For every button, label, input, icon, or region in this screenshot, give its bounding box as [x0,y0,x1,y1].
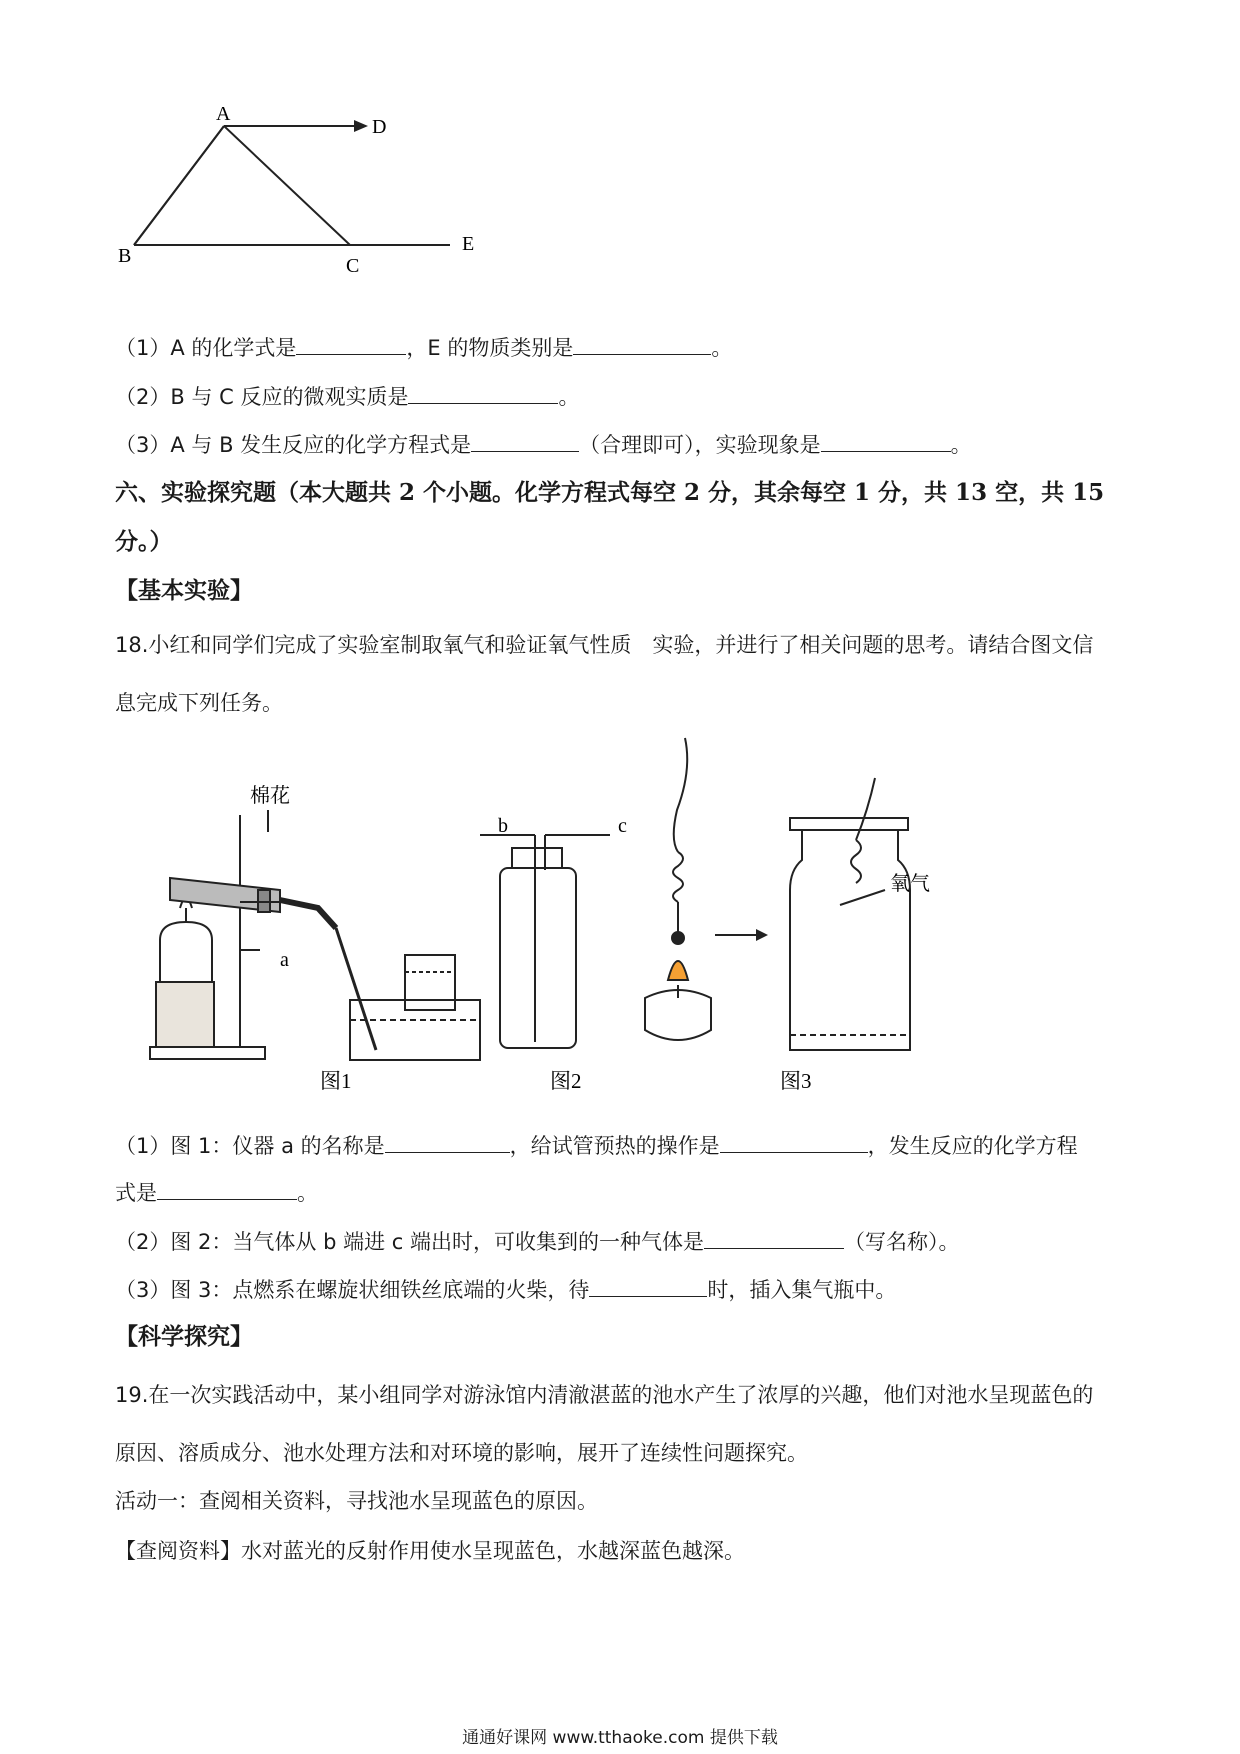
basic-experiment-heading: 【基本实验】 [115,577,253,604]
q18-s1-b: ，给试管预热的操作是 [509,1134,720,1158]
q17-s3-a: （3）A 与 B 发生反应的化学方程式是 [115,433,472,457]
answer-blank[interactable] [704,1226,844,1249]
answer-blank[interactable] [385,1130,510,1153]
section-6-title-line2: 分。） [115,528,173,555]
q17-s3-c: 。 [950,433,972,457]
answer-blank[interactable] [471,429,579,452]
q18-subq-1-cont [115,1177,318,1208]
q18-subq-1 [115,1130,1078,1161]
q17-s1-b: ，E 的物质类别是 [406,336,574,360]
port-b-label: b [498,815,508,837]
q17-s2-b: 。 [558,385,580,409]
figure-3-caption: 图3 [780,1069,812,1093]
section-6-title-line1: 六、实验探究题（本大题共 2 个小题。化学方程式每空 2 分，其余每空 1 分，共 13 空，共 15 [115,479,1105,506]
label-e: E [462,233,475,255]
answer-blank[interactable] [157,1177,297,1200]
q19-reference: 【查阅资料】水对蓝光的反射作用使水呈现蓝色，水越深蓝色越深。 [115,1539,745,1563]
q18-subq-3 [115,1274,896,1305]
page-footer: 通通好课网 www.tthaoke.com 提供下载 [462,1728,778,1748]
answer-blank[interactable] [408,381,558,404]
science-inquiry-heading: 【科学探究】 [115,1323,253,1350]
figure-2-caption: 图2 [550,1069,582,1093]
label-b: B [118,245,132,267]
q19-activity-1: 活动一：查阅相关资料，寻找池水呈现蓝色的原因。 [115,1489,598,1513]
q18-stem-line2: 息完成下列任务。 [115,691,283,715]
q17-s1-c: 。 [711,336,733,360]
q19-stem-line1: 19.在一次实践活动中，某小组同学对游泳馆内清澈湛蓝的池水产生了浓厚的兴趣，他们对池水呈现蓝色的 [115,1383,1094,1407]
q17-s3-b: （合理即可），实验现象是 [579,433,821,457]
port-c-label: c [618,815,627,837]
instrument-a-label: a [280,949,289,971]
q18-subq-2 [115,1226,959,1257]
q18-s1-e: 。 [297,1181,318,1205]
q17-s2-a: （2）B 与 C 反应的微观实质是 [115,385,409,409]
oxygen-label: 氧气 [890,873,930,895]
q18-s3-a: （3）图 3：点燃系在螺旋状细铁丝底端的火柴，待 [115,1278,590,1302]
cotton-label: 棉花 [250,785,290,807]
figure-1-caption: 图1 [320,1069,352,1093]
triangle-relation-diagram [100,100,480,310]
oxygen-experiment-figures [140,730,990,1110]
label-a: A [216,103,231,125]
q18-s1-d: 式是 [115,1181,157,1205]
q19-stem-line2: 原因、溶质成分、池水处理方法和对环境的影响，展开了连续性问题探究。 [115,1441,808,1465]
figure-3-iron-combustion [645,738,910,1050]
q18-stem-line1: 18.小红和同学们完成了实验室制取氧气和验证氧气性质 实验，并进行了相关问题的思考。请结合图文信 [115,633,1094,657]
q18-s1-a: （1）图 1：仪器 a 的名称是 [115,1134,385,1158]
q18-s2-b: （写名称）。 [843,1230,960,1254]
q17-subq-1 [115,332,732,363]
q17-s1-a: （1）A 的化学式是 [115,336,297,360]
answer-blank[interactable] [589,1274,707,1297]
answer-blank[interactable] [573,332,711,355]
q18-s3-b: 时，插入集气瓶中。 [707,1278,897,1302]
figure-2-gas-bottle [480,835,610,1048]
q18-s1-c: ，发生反应的化学方程 [867,1134,1078,1158]
label-c: C [346,255,360,277]
answer-blank[interactable] [821,429,951,452]
q18-s2-a: （2）图 2：当气体从 b 端进 c 端出时，可收集到的一种气体是 [115,1230,704,1254]
label-d: D [372,116,387,138]
answer-blank[interactable] [296,332,406,355]
figure-1-apparatus [150,815,480,1060]
q17-subq-3 [115,429,972,460]
answer-blank[interactable] [720,1130,868,1153]
q17-subq-2 [115,381,579,412]
